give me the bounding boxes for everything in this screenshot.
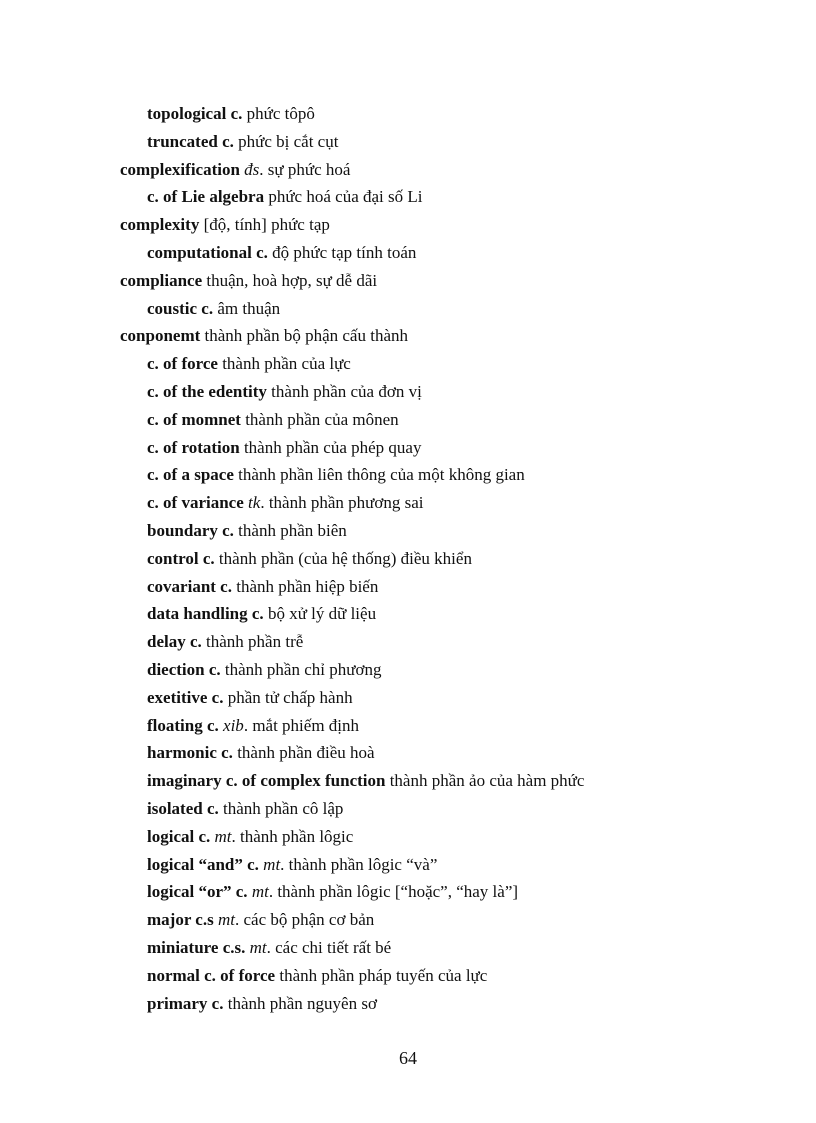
entry-field-abbreviation: mt [258, 854, 281, 874]
entry-term: c. of force [147, 354, 218, 374]
entry-term: diection c. [147, 659, 221, 679]
entry-term: complexification [120, 159, 240, 179]
entry-definition: . mắt phiếm định [243, 715, 360, 735]
entry-definition: . sự phức hoá [259, 159, 351, 179]
entry-definition: thành phần pháp tuyến của lực [275, 965, 488, 985]
subentry [120, 434, 740, 462]
entry-definition: thành phần liên thông của một không gian [233, 465, 525, 485]
entry-term: complexity [120, 215, 200, 235]
entry-definition: âm thuận [213, 298, 281, 318]
entry-term: truncated c. [147, 131, 234, 151]
entry-term: logical “or” c. [147, 882, 248, 902]
subentry [120, 990, 740, 1018]
headword-entry [120, 211, 740, 239]
entry-field-abbreviation: mt [245, 937, 267, 957]
page-number: 64 [399, 1048, 417, 1068]
entry-definition: thành phần biên [233, 520, 347, 540]
subentry [120, 573, 740, 601]
entry-field-abbreviation: tk [243, 493, 261, 513]
entry-term: c. of Lie algebra [147, 187, 265, 207]
entry-term: c. of rotation [147, 437, 240, 457]
subentry [120, 878, 740, 906]
subentry [120, 962, 740, 990]
subentry [120, 350, 740, 378]
entry-term: computational c. [147, 242, 268, 262]
entry-definition: thành phần cô lập [218, 798, 344, 818]
entry-term: c. of the edentity [147, 381, 267, 401]
entry-term: logical “and” c. [147, 854, 259, 874]
entry-term: delay c. [147, 632, 202, 652]
entry-term: imaginary c. of complex function [147, 771, 386, 791]
entry-term: logical c. [147, 826, 211, 846]
entry-term: isolated c. [147, 798, 219, 818]
headword-entry [120, 156, 740, 184]
headword-entry [120, 322, 740, 350]
entry-term: miniature c.s. [147, 937, 246, 957]
entry-definition: bộ xử lý dữ liệu [263, 604, 377, 624]
entry-field-abbreviation: mt [247, 882, 269, 902]
entry-definition: . thành phần lôgic “và” [280, 854, 438, 874]
entry-term: major c.s [147, 910, 214, 930]
subentry [120, 600, 740, 628]
entry-field-abbreviation: xib [218, 715, 244, 735]
subentry [120, 100, 740, 128]
subentry [120, 489, 740, 517]
entry-definition: thành phần nguyên sơ [223, 993, 377, 1013]
entry-term: exetitive c. [147, 687, 224, 707]
entry-list [120, 100, 740, 1017]
entry-term: c. of variance [147, 493, 244, 513]
subentry [120, 906, 740, 934]
subentry [120, 378, 740, 406]
entry-term: floating c. [147, 715, 219, 735]
entry-term: primary c. [147, 993, 224, 1013]
entry-term: normal c. of force [147, 965, 276, 985]
headword-entry [120, 267, 740, 295]
entry-term: covariant c. [147, 576, 232, 596]
entry-term: coustic c. [147, 298, 214, 318]
entry-term: c. of momnet [147, 409, 241, 429]
entry-definition: phức hoá của đại số Li [264, 187, 423, 207]
entry-definition: . thành phần lôgic [231, 826, 354, 846]
entry-definition: thành phần (của hệ thống) điều khiển [214, 548, 472, 568]
entry-definition: . thành phần phương sai [260, 493, 424, 513]
entry-definition: . các bộ phận cơ bản [234, 910, 375, 930]
subentry [120, 934, 740, 962]
entry-definition: thành phần của đơn vị [266, 381, 422, 401]
entry-term: harmonic c. [147, 743, 233, 763]
entry-field-abbreviation: mt [213, 910, 235, 930]
entry-term: topological c. [147, 104, 243, 123]
subentry [120, 406, 740, 434]
entry-definition: thành phần ảo của hàm phức [385, 771, 585, 791]
entry-definition: phức tôpô [242, 104, 315, 123]
entry-definition: thành phần điều hoà [232, 743, 375, 763]
subentry [120, 183, 740, 211]
entry-definition: thành phần của lực [217, 354, 351, 374]
subentry [120, 739, 740, 767]
entry-definition: . thành phần lôgic [“hoặc”, “hay là”] [268, 882, 519, 902]
entry-term: c. of a space [147, 465, 234, 485]
subentry [120, 128, 740, 156]
entry-definition: thành phần bộ phận cấu thành [200, 326, 408, 346]
entry-definition: thuận, hoà hợp, sự dễ dãi [202, 270, 378, 290]
entry-definition: thành phần hiệp biến [231, 576, 379, 596]
entry-definition: [độ, tính] phức tạp [199, 215, 330, 235]
entry-term: boundary c. [147, 520, 234, 540]
entry-definition: thành phần trễ [201, 632, 304, 652]
subentry [120, 239, 740, 267]
subentry [120, 628, 740, 656]
entry-term: control c. [147, 548, 215, 568]
entry-definition: thành phần chỉ phương [220, 659, 382, 679]
entry-definition: độ phức tạp tính toán [267, 242, 417, 262]
entry-definition: thành phần của mônen [240, 409, 399, 429]
subentry [120, 684, 740, 712]
subentry [120, 461, 740, 489]
subentry [120, 767, 740, 795]
entry-definition: thành phần của phép quay [239, 437, 422, 457]
entry-definition: . các chi tiết rất bé [266, 937, 392, 957]
subentry [120, 656, 740, 684]
entry-definition: phức bị cắt cụt [233, 131, 339, 151]
entry-field-abbreviation: đs [239, 159, 260, 179]
entry-definition: phần tử chấp hành [223, 687, 353, 707]
subentry [120, 823, 740, 851]
subentry [120, 545, 740, 573]
entry-field-abbreviation: mt [210, 826, 232, 846]
entry-term: data handling c. [147, 604, 264, 624]
subentry [120, 851, 740, 879]
subentry [120, 295, 740, 323]
subentry [120, 517, 740, 545]
entry-term: compliance [120, 270, 203, 290]
entry-term: conponemt [120, 326, 201, 346]
subentry [120, 795, 740, 823]
subentry [120, 712, 740, 740]
